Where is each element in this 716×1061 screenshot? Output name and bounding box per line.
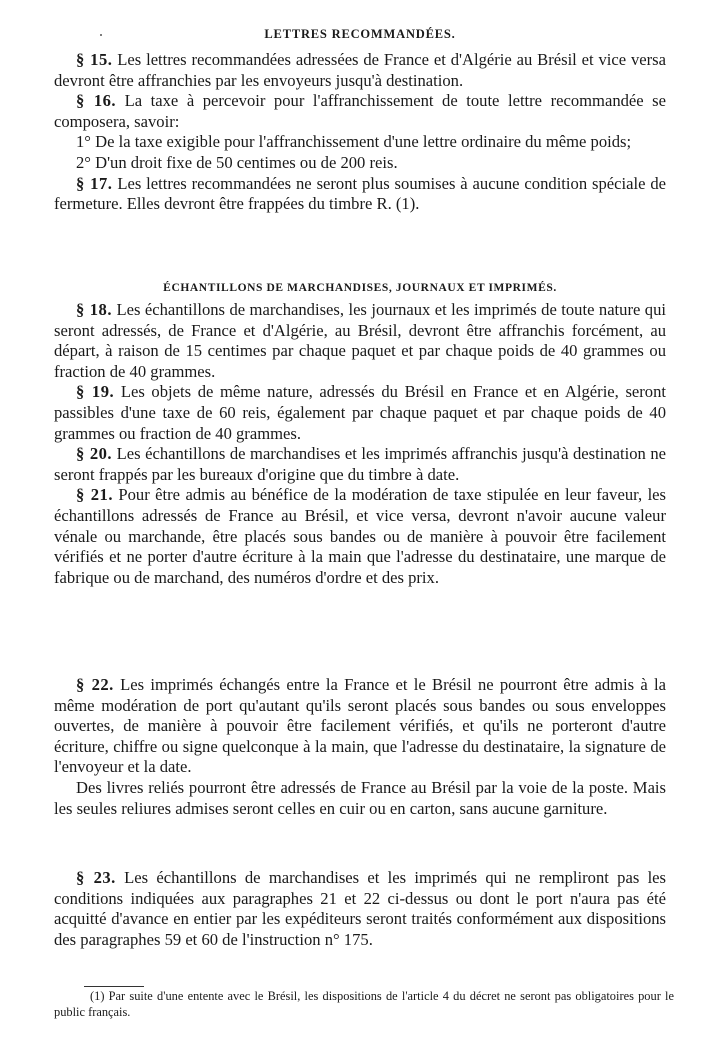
- paragraph-20-text: Les échantillons de marchandises et les imprimés affranchis jusqu'à destination ne seront frappés par les bureaux d'origine que du timbre à date.: [54, 444, 667, 484]
- paragraph-15: [54, 50, 666, 91]
- heading-lettres-recommandees: LETTRES RECOMMANDÉES.: [264, 27, 456, 41]
- paragraph-22-text: Les imprimés échangés entre la France et le Brésil ne pourront être admis à la même modération de port qu'autant qu'ils seront placés sous bandes ou sous enveloppes ouvertes, de manière à pouvoir être facilement vérifiés, et qu'ils ne porteront d'autre écriture, chiffre ou signe quelconque à la main, que l'adresse du destinataire, la signature de l'envoyeur et la date.: [54, 675, 666, 777]
- paragraph-17: [54, 174, 666, 215]
- section-echantillons: [54, 300, 666, 588]
- footnote: (1) Par suite d'une entente avec le Brésil, les dispositions de l'article 4 du décret ne seront pas obligatoires pour le public français.: [54, 989, 674, 1019]
- paragraph-16-item-1: 1° De la taxe exigible pour l'affranchissement d'une lettre ordinaire du même poids;: [76, 132, 632, 152]
- heading-echantillons: ÉCHANTILLONS DE MARCHANDISES, JOURNAUX ET IMPRIMÉS.: [163, 282, 557, 294]
- paragraph-15-text: Les lettres recommandées adressées de France et d'Algérie au Brésil et vice versa devront être affranchies par les envoyeurs jusqu'à destination.: [54, 50, 666, 90]
- section-number-15: § 15.: [76, 50, 113, 69]
- paragraph-16-text: La taxe à percevoir pour l'affranchissement de toute lettre recommandée se composera, savoir:: [54, 91, 667, 131]
- section-number-16: § 16.: [76, 91, 117, 111]
- paragraph-22: [54, 675, 666, 778]
- section-number-21: § 21.: [76, 485, 113, 505]
- paragraph-21: [54, 485, 666, 588]
- paragraph-16-item-2: 2° D'un droit fixe de 50 centimes ou de 200 reis.: [76, 152, 398, 172]
- section-number-23: § 23.: [76, 868, 116, 887]
- paragraph-22-livres: Des livres reliés pourront être adressés de France au Brésil par la voie de la poste. Mais les seules reliures admises seront celles en cuir ou en carton, sans aucune garniture.: [54, 777, 666, 818]
- section-imprimes: [54, 675, 666, 819]
- paragraph-18-text: Les échantillons de marchandises, les journaux et les imprimés de toute nature qui seront adressés, de France et d'Algérie, au Brésil, devront être affranchis forcément, au départ, à raison de 15 centimes par chaque paquet et par chaque poids de 40 grammes ou fraction de 40 grammes.: [54, 300, 667, 381]
- paragraph-23: [54, 868, 666, 950]
- section-number-17: § 17.: [76, 173, 113, 193]
- section-lettres: [54, 50, 666, 215]
- paragraph-18: [54, 300, 666, 382]
- paragraph-23-text: Les échantillons de marchandises et les imprimés qui ne rempliront pas les conditions indiquées aux paragraphes 21 et 22 ci-dessus ou dont le port n'aura pas été acquitté d'avance en entier par les expéditeurs seront traités conformément aux dispositions des paragraphes 59 et 60 de l'instruction n° 175.: [54, 868, 666, 949]
- paragraph-19-text: Les objets de même nature, adressés du Brésil en France et en Algérie, seront passibles d'une taxe de 60 reis, également par chaque paquet et par chaque poids de 40 grammes ou fraction de 40 grammes.: [54, 382, 667, 443]
- paragraph-17-text: Les lettres recommandées ne seront plus soumises à aucune condition spéciale de fermeture. Elles devront être frappées du timbre R. (1).: [54, 173, 666, 214]
- section-number-18: § 18.: [76, 300, 112, 319]
- document-page: [54, 0, 674, 1061]
- section-number-20: § 20.: [76, 444, 113, 464]
- paragraph-16: [54, 91, 666, 132]
- section-number-22: § 22.: [76, 675, 114, 694]
- section-23: [54, 868, 666, 950]
- paragraph-21-text: Pour être admis au bénéfice de la modération de taxe stipulée en leur faveur, les échantillons adressés de France au Brésil, et vice versa, devront n'avoir aucune valeur vénale ou marchande, être placés sous bandes ou de manière à pouvoir être facilement vérifiés et ne porter d'autre écriture à la main que l'adresse du destinataire, une marque de fabrique ou de marchand, des numéros d'ordre et des prix.: [54, 485, 666, 587]
- footnote-rule: [84, 986, 144, 987]
- paragraph-20: [54, 444, 666, 485]
- paragraph-19: [54, 382, 666, 444]
- section-number-19: § 19.: [76, 382, 115, 402]
